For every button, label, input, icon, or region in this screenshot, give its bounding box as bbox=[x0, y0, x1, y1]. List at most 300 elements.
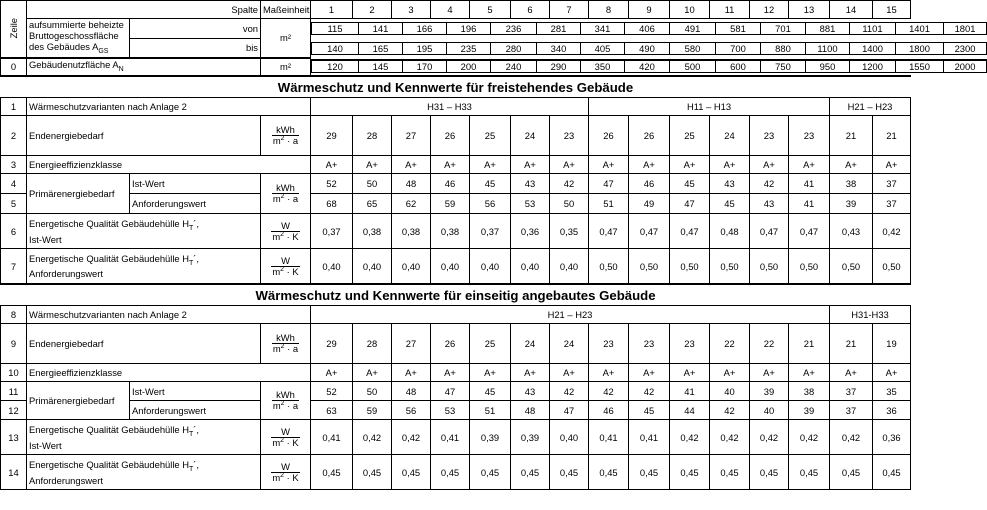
col-number: 15 bbox=[873, 1, 911, 19]
value-cell: 24 bbox=[550, 324, 589, 364]
value-cell: 21 bbox=[830, 116, 873, 156]
value-cell: 1800 bbox=[896, 42, 944, 54]
row-3 bbox=[1, 156, 911, 174]
value-cell: 23 bbox=[670, 324, 710, 364]
value-cell: A+ bbox=[589, 364, 629, 382]
value-cell: A+ bbox=[670, 156, 710, 174]
unit-kwh-m2a: $\frac{\text{kWh}}{m^2 \cdot a}$ bbox=[261, 382, 311, 420]
value-cell: A+ bbox=[710, 364, 750, 382]
value-cell: A+ bbox=[511, 156, 550, 174]
value-cell: 52 bbox=[311, 174, 353, 194]
value-cell: 0,45 bbox=[550, 455, 589, 490]
row-number: 7 bbox=[1, 249, 27, 284]
row-number: 12 bbox=[1, 401, 27, 420]
value-cell: 0,42 bbox=[392, 420, 431, 455]
value-cell: 200 bbox=[447, 60, 491, 73]
value-cell: 420 bbox=[625, 60, 670, 73]
value-cell: 0,50 bbox=[789, 249, 830, 284]
value-cell: 37 bbox=[830, 382, 873, 401]
value-cell: 140 bbox=[312, 42, 359, 54]
value-cell: 0,45 bbox=[511, 455, 550, 490]
value-cell: 0,42 bbox=[873, 214, 911, 249]
value-cell: 47 bbox=[550, 401, 589, 420]
value-cell: 24 bbox=[511, 116, 550, 156]
value-cell: 0,36 bbox=[511, 214, 550, 249]
value-cell: 1200 bbox=[850, 60, 896, 73]
value-cell: 0,47 bbox=[629, 214, 670, 249]
value-cell: 0,45 bbox=[710, 455, 750, 490]
value-cell: 48 bbox=[392, 382, 431, 401]
value-cell: 56 bbox=[470, 194, 511, 214]
row1-label: Wärmeschutzvarianten nach Anlage 2 bbox=[27, 98, 311, 116]
value-cell: 26 bbox=[629, 116, 670, 156]
value-cell: 39 bbox=[789, 401, 830, 420]
value-cell: 0,45 bbox=[431, 455, 470, 490]
row-number: 13 bbox=[1, 420, 27, 455]
value-cell: 24 bbox=[511, 324, 550, 364]
variant-group: H21 – H23 bbox=[830, 98, 911, 116]
row8-label: Wärmeschutzvarianten nach Anlage 2 bbox=[27, 306, 311, 324]
value-cell: 21 bbox=[830, 324, 873, 364]
value-cell: A+ bbox=[789, 156, 830, 174]
row-2 bbox=[1, 116, 911, 156]
value-cell: 0,50 bbox=[589, 249, 629, 284]
value-cell: 166 bbox=[403, 23, 447, 35]
value-cell: 236 bbox=[491, 23, 537, 35]
row-12 bbox=[1, 401, 911, 420]
unit-kwh-m2a: $\frac{\text{kWh}}{m^2 \cdot a}$ bbox=[261, 324, 311, 364]
col-number: 8 bbox=[589, 1, 629, 19]
value-cell: A+ bbox=[670, 364, 710, 382]
col-number: 14 bbox=[830, 1, 873, 19]
col-number: 4 bbox=[431, 1, 470, 19]
value-cell: 406 bbox=[625, 23, 670, 35]
value-cell: A+ bbox=[750, 364, 789, 382]
row-number: 5 bbox=[1, 194, 27, 214]
value-cell: 0,47 bbox=[589, 214, 629, 249]
value-cell: 47 bbox=[670, 194, 710, 214]
value-cell: 581 bbox=[716, 23, 761, 35]
col-number: 1 bbox=[311, 1, 353, 19]
value-cell: 2300 bbox=[944, 42, 987, 54]
value-cell: 0,35 bbox=[550, 214, 589, 249]
value-cell: 42 bbox=[589, 382, 629, 401]
value-cell: 0,41 bbox=[629, 420, 670, 455]
anforderungswert-label: Anforderungswert bbox=[130, 194, 261, 214]
row9-label: Endenergiebedarf bbox=[27, 324, 261, 364]
value-cell: 45 bbox=[670, 174, 710, 194]
unit-w-m2k: $\frac{W}{m^2 \cdot K}$ bbox=[261, 420, 311, 455]
value-cell: 21 bbox=[789, 324, 830, 364]
row-number: 11 bbox=[1, 382, 27, 401]
col-number: 3 bbox=[392, 1, 431, 19]
value-cell: 26 bbox=[431, 116, 470, 156]
row14-label: Energetische Qualität Gebäudehülle $H_T´$, Anforderungswert bbox=[27, 455, 261, 490]
value-cell: 23 bbox=[789, 116, 830, 156]
value-cell: 35 bbox=[873, 382, 911, 401]
value-cell: 39 bbox=[830, 194, 873, 214]
value-cell: 0,37 bbox=[311, 214, 353, 249]
value-cell: 0,45 bbox=[589, 455, 629, 490]
unit-kwh-m2a: $\frac{\text{kWh}}{m^2 \cdot a}$ bbox=[261, 116, 311, 156]
value-cell: 44 bbox=[670, 401, 710, 420]
value-cell: 48 bbox=[392, 174, 431, 194]
col-number: 5 bbox=[470, 1, 511, 19]
value-cell: 280 bbox=[491, 42, 537, 54]
variant-group: H31-H33 bbox=[830, 306, 911, 324]
value-cell: 24 bbox=[710, 116, 750, 156]
value-cell: 115 bbox=[312, 23, 359, 35]
value-cell: 196 bbox=[447, 23, 491, 35]
row-number: 3 bbox=[1, 156, 27, 174]
section1-title-row bbox=[1, 76, 911, 98]
row-0 bbox=[1, 58, 911, 76]
value-cell: 42 bbox=[710, 401, 750, 420]
value-cell: 0,42 bbox=[830, 420, 873, 455]
value-cell: 26 bbox=[431, 324, 470, 364]
value-cell: 165 bbox=[359, 42, 403, 54]
value-cell: 49 bbox=[629, 194, 670, 214]
value-cell: 65 bbox=[353, 194, 392, 214]
value-cell: 43 bbox=[511, 174, 550, 194]
value-cell: 50 bbox=[353, 174, 392, 194]
row13-label: Energetische Qualität Gebäudehülle $H_T´$, Ist-Wert bbox=[27, 420, 261, 455]
value-cell: 51 bbox=[589, 194, 629, 214]
value-cell: 700 bbox=[716, 42, 761, 54]
value-cell: 40 bbox=[710, 382, 750, 401]
value-cell: 1101 bbox=[850, 23, 896, 35]
col-number: 13 bbox=[789, 1, 830, 19]
value-cell: 0,47 bbox=[750, 214, 789, 249]
value-cell: 0,45 bbox=[789, 455, 830, 490]
value-cell: A+ bbox=[311, 156, 353, 174]
value-cell: 0,50 bbox=[629, 249, 670, 284]
value-cell: 170 bbox=[403, 60, 447, 73]
value-cell: 42 bbox=[550, 382, 589, 401]
row10-label: Energieeffizienzklasse bbox=[27, 364, 311, 382]
value-cell: 750 bbox=[761, 60, 806, 73]
row-7 bbox=[1, 249, 911, 284]
value-cell: 52 bbox=[311, 382, 353, 401]
value-cell: 145 bbox=[359, 60, 403, 73]
value-cell: 0,45 bbox=[873, 455, 911, 490]
value-cell: 59 bbox=[353, 401, 392, 420]
bis-values bbox=[311, 38, 976, 58]
row7-label: Energetische Qualität Gebäudehülle $H_T´$, Anforderungswert bbox=[27, 249, 261, 284]
value-cell: 42 bbox=[550, 174, 589, 194]
value-cell: 2000 bbox=[944, 60, 987, 73]
value-cell: A+ bbox=[353, 156, 392, 174]
value-cell: 120 bbox=[312, 60, 359, 73]
row3-label: Energieeffizienzklasse bbox=[27, 156, 311, 174]
value-cell: 68 bbox=[311, 194, 353, 214]
primary-energy-label: Primärenergiebedarf bbox=[27, 382, 130, 420]
value-cell: 1550 bbox=[896, 60, 944, 73]
value-cell: 0,45 bbox=[392, 455, 431, 490]
value-cell: 0,42 bbox=[789, 420, 830, 455]
value-cell: A+ bbox=[311, 364, 353, 382]
value-cell: 0,41 bbox=[311, 420, 353, 455]
value-cell: 45 bbox=[470, 382, 511, 401]
value-cell: 25 bbox=[470, 116, 511, 156]
spalte-header: Spalte bbox=[27, 1, 261, 19]
value-cell: 0,38 bbox=[431, 214, 470, 249]
value-cell: 281 bbox=[537, 23, 581, 35]
value-cell: 29 bbox=[311, 324, 353, 364]
variant-group: H21 – H23 bbox=[311, 306, 830, 324]
row-number: 2 bbox=[1, 116, 27, 156]
value-cell: 45 bbox=[470, 174, 511, 194]
value-cell: A+ bbox=[470, 156, 511, 174]
row0-values bbox=[311, 58, 976, 76]
row-number: 9 bbox=[1, 324, 27, 364]
value-cell: 0,45 bbox=[830, 455, 873, 490]
value-cell: 0,42 bbox=[353, 420, 392, 455]
bgf-label: aufsummierte beheizte Bruttogeschossfläche des Gebäudes $A_{GS}$ bbox=[27, 19, 130, 58]
value-cell: 50 bbox=[550, 194, 589, 214]
value-cell: 0,41 bbox=[431, 420, 470, 455]
value-cell: 0,42 bbox=[670, 420, 710, 455]
section1-title: Wärmeschutz und Kennwerte für freistehendes Gebäude bbox=[1, 76, 911, 98]
value-cell: 950 bbox=[806, 60, 850, 73]
value-cell: A+ bbox=[511, 364, 550, 382]
value-cell: 28 bbox=[353, 324, 392, 364]
value-cell: 27 bbox=[392, 116, 431, 156]
value-cell: 340 bbox=[537, 42, 581, 54]
primary-energy-label: Primärenergiebedarf bbox=[27, 174, 130, 214]
row-number: 0 bbox=[1, 58, 27, 76]
value-cell: A+ bbox=[629, 364, 670, 382]
value-cell: 580 bbox=[670, 42, 716, 54]
value-cell: 0,50 bbox=[750, 249, 789, 284]
value-cell: 46 bbox=[431, 174, 470, 194]
bgf-unit: m² bbox=[261, 19, 311, 58]
value-cell: 46 bbox=[589, 401, 629, 420]
bgf-bis-row bbox=[1, 38, 911, 58]
value-cell: 23 bbox=[750, 116, 789, 156]
value-cell: 1400 bbox=[850, 42, 896, 54]
row-1 bbox=[1, 98, 911, 116]
value-cell: 1801 bbox=[944, 23, 987, 35]
value-cell: A+ bbox=[710, 156, 750, 174]
value-cell: 0,37 bbox=[470, 214, 511, 249]
value-cell: A+ bbox=[830, 156, 873, 174]
value-cell: 41 bbox=[789, 174, 830, 194]
row-5 bbox=[1, 194, 911, 214]
value-cell: 0,40 bbox=[550, 249, 589, 284]
value-cell: 27 bbox=[392, 324, 431, 364]
value-cell: 290 bbox=[537, 60, 581, 73]
section2-title-row bbox=[1, 284, 911, 306]
value-cell: 0,40 bbox=[311, 249, 353, 284]
value-cell: 46 bbox=[629, 174, 670, 194]
value-cell: 1100 bbox=[806, 42, 850, 54]
value-cell: 53 bbox=[511, 194, 550, 214]
value-cell: 405 bbox=[581, 42, 625, 54]
value-cell: A+ bbox=[470, 364, 511, 382]
row0-label: Gebäudenutzfläche $A_N$ bbox=[27, 58, 261, 76]
unit-w-m2k: $\frac{W}{m^2 \cdot K}$ bbox=[261, 455, 311, 490]
value-cell: 0,50 bbox=[830, 249, 873, 284]
value-cell: A+ bbox=[789, 364, 830, 382]
value-cell: 0,40 bbox=[511, 249, 550, 284]
row6-label: Energetische Qualität Gebäudehülle $H_T´$, Ist-Wert bbox=[27, 214, 261, 249]
row-9 bbox=[1, 324, 911, 364]
value-cell: A+ bbox=[873, 364, 911, 382]
value-cell: 0,38 bbox=[353, 214, 392, 249]
ist-wert-label: Ist-Wert bbox=[130, 174, 261, 194]
value-cell: A+ bbox=[873, 156, 911, 174]
value-cell: 0,47 bbox=[670, 214, 710, 249]
von-values bbox=[311, 19, 976, 39]
value-cell: A+ bbox=[550, 156, 589, 174]
row-6 bbox=[1, 214, 911, 249]
value-cell: 26 bbox=[589, 116, 629, 156]
value-cell: 19 bbox=[873, 324, 911, 364]
col-number: 7 bbox=[550, 1, 589, 19]
anforderungswert-label: Anforderungswert bbox=[130, 401, 261, 420]
value-cell: 47 bbox=[589, 174, 629, 194]
value-cell: 341 bbox=[581, 23, 625, 35]
value-cell: 37 bbox=[873, 174, 911, 194]
value-cell: 50 bbox=[353, 382, 392, 401]
value-cell: 48 bbox=[511, 401, 550, 420]
col-number: 6 bbox=[511, 1, 550, 19]
value-cell: 195 bbox=[403, 42, 447, 54]
value-cell: 45 bbox=[629, 401, 670, 420]
value-cell: 0,40 bbox=[431, 249, 470, 284]
value-cell: 40 bbox=[750, 401, 789, 420]
row-14 bbox=[1, 455, 911, 490]
value-cell: 25 bbox=[470, 324, 511, 364]
col-number: 10 bbox=[670, 1, 710, 19]
col-number: 9 bbox=[629, 1, 670, 19]
value-cell: 491 bbox=[670, 23, 716, 35]
value-cell: 22 bbox=[710, 324, 750, 364]
value-cell: 28 bbox=[353, 116, 392, 156]
value-cell: 235 bbox=[447, 42, 491, 54]
unit-w-m2k: $\frac{W}{m^2 \cdot K}$ bbox=[261, 249, 311, 284]
value-cell: 0,45 bbox=[750, 455, 789, 490]
value-cell: 59 bbox=[431, 194, 470, 214]
value-cell: 51 bbox=[470, 401, 511, 420]
value-cell: 0,47 bbox=[789, 214, 830, 249]
header-row bbox=[1, 1, 911, 19]
value-cell: 0,40 bbox=[470, 249, 511, 284]
value-cell: 0,39 bbox=[470, 420, 511, 455]
unit-kwh-m2a: $\frac{\text{kWh}}{m^2 \cdot a}$ bbox=[261, 174, 311, 214]
col-number: 12 bbox=[750, 1, 789, 19]
variant-group: H31 – H33 bbox=[311, 98, 589, 116]
value-cell: 39 bbox=[750, 382, 789, 401]
value-cell: 23 bbox=[629, 324, 670, 364]
value-cell: 240 bbox=[491, 60, 537, 73]
value-cell: 63 bbox=[311, 401, 353, 420]
value-cell: 0,36 bbox=[873, 420, 911, 455]
value-cell: 0,40 bbox=[353, 249, 392, 284]
value-cell: A+ bbox=[589, 156, 629, 174]
value-cell: A+ bbox=[392, 364, 431, 382]
value-cell: 0,45 bbox=[470, 455, 511, 490]
value-cell: 41 bbox=[789, 194, 830, 214]
value-cell: 0,42 bbox=[750, 420, 789, 455]
col-number: 11 bbox=[710, 1, 750, 19]
row-number: 10 bbox=[1, 364, 27, 382]
value-cell: 53 bbox=[431, 401, 470, 420]
value-cell: 141 bbox=[359, 23, 403, 35]
value-cell: A+ bbox=[392, 156, 431, 174]
value-cell: 23 bbox=[589, 324, 629, 364]
row-11 bbox=[1, 382, 911, 401]
row-8 bbox=[1, 306, 911, 324]
row-number: 6 bbox=[1, 214, 27, 249]
value-cell: 0,45 bbox=[629, 455, 670, 490]
row-13 bbox=[1, 420, 911, 455]
value-cell: 0,50 bbox=[710, 249, 750, 284]
value-cell: A+ bbox=[550, 364, 589, 382]
bgf-von-row bbox=[1, 19, 911, 39]
row2-label: Endenergiebedarf bbox=[27, 116, 261, 156]
value-cell: A+ bbox=[353, 364, 392, 382]
value-cell: 0,40 bbox=[550, 420, 589, 455]
value-cell: 43 bbox=[710, 174, 750, 194]
value-cell: A+ bbox=[629, 156, 670, 174]
value-cell: 47 bbox=[431, 382, 470, 401]
value-cell: 56 bbox=[392, 401, 431, 420]
zeile-header: Zeile bbox=[1, 1, 27, 58]
value-cell: 43 bbox=[511, 382, 550, 401]
value-cell: 29 bbox=[311, 116, 353, 156]
value-cell: 0,38 bbox=[392, 214, 431, 249]
value-cell: 42 bbox=[750, 174, 789, 194]
bis-label: bis bbox=[130, 38, 261, 58]
value-cell: 881 bbox=[806, 23, 850, 35]
value-cell: 0,43 bbox=[830, 214, 873, 249]
value-cell: 0,50 bbox=[670, 249, 710, 284]
value-cell: 0,39 bbox=[511, 420, 550, 455]
value-cell: 600 bbox=[716, 60, 761, 73]
value-cell: A+ bbox=[431, 156, 470, 174]
variant-group: H11 – H13 bbox=[589, 98, 830, 116]
row0-unit: m² bbox=[261, 58, 311, 76]
value-cell: 0,48 bbox=[710, 214, 750, 249]
value-cell: 0,41 bbox=[589, 420, 629, 455]
value-cell: 37 bbox=[830, 401, 873, 420]
value-cell: 0,50 bbox=[873, 249, 911, 284]
row-number: 4 bbox=[1, 174, 27, 194]
value-cell: 0,45 bbox=[311, 455, 353, 490]
value-cell: 38 bbox=[789, 382, 830, 401]
value-cell: 62 bbox=[392, 194, 431, 214]
row-number: 1 bbox=[1, 98, 27, 116]
col-number: 2 bbox=[353, 1, 392, 19]
value-cell: 43 bbox=[750, 194, 789, 214]
value-cell: 45 bbox=[710, 194, 750, 214]
row-4 bbox=[1, 174, 911, 194]
value-cell: 350 bbox=[581, 60, 625, 73]
value-cell: 21 bbox=[873, 116, 911, 156]
value-cell: 23 bbox=[550, 116, 589, 156]
value-cell: 490 bbox=[625, 42, 670, 54]
value-cell: 500 bbox=[670, 60, 716, 73]
row-number: 14 bbox=[1, 455, 27, 490]
value-cell: 22 bbox=[750, 324, 789, 364]
value-cell: 36 bbox=[873, 401, 911, 420]
value-cell: A+ bbox=[830, 364, 873, 382]
unit-w-m2k: $\frac{W}{m^2 \cdot K}$ bbox=[261, 214, 311, 249]
von-label: von bbox=[130, 19, 261, 39]
value-cell: A+ bbox=[431, 364, 470, 382]
